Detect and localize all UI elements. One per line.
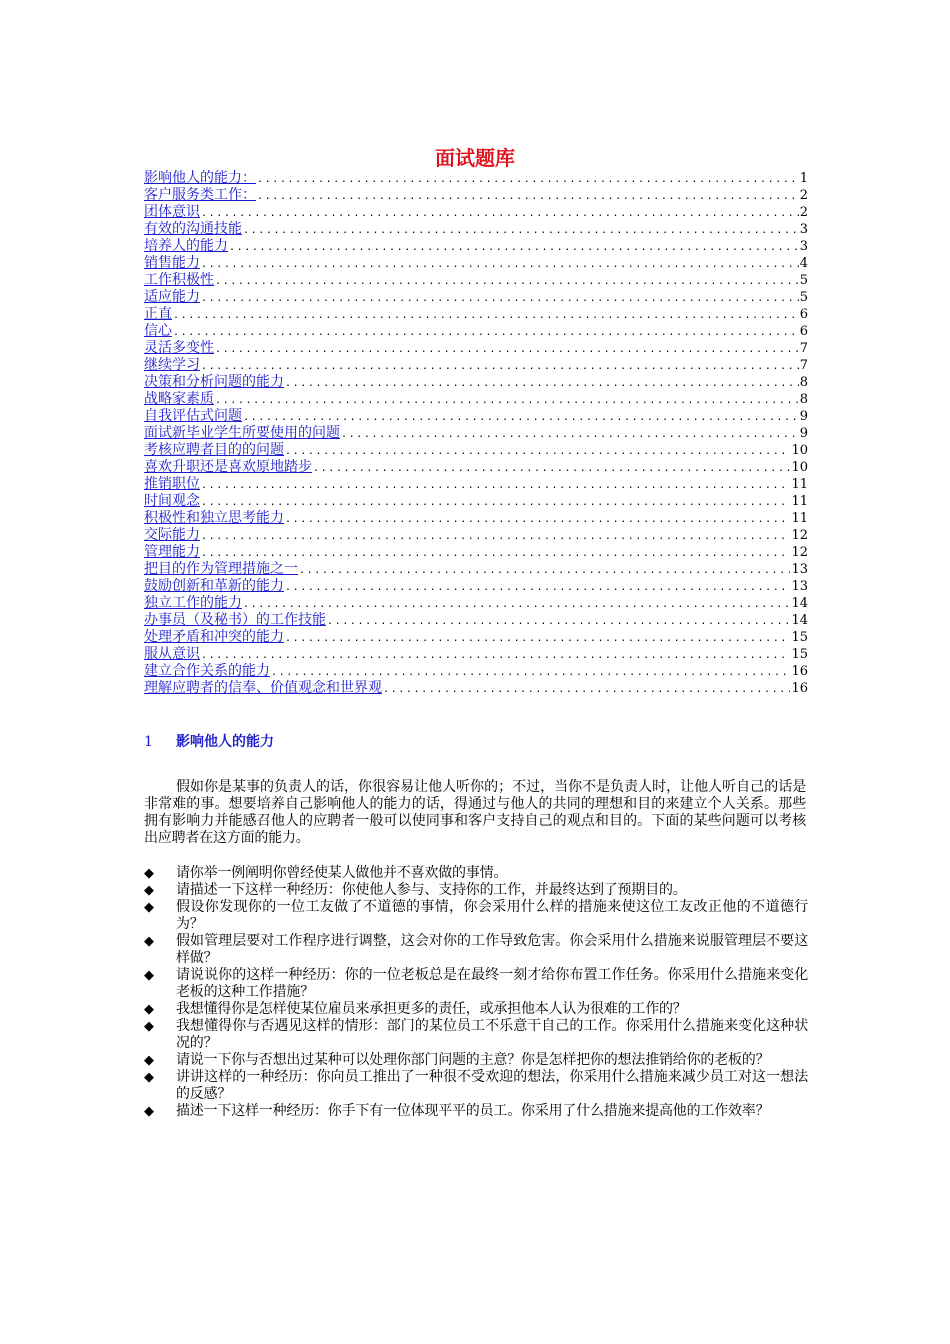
section-title: 影响他人的能力 bbox=[176, 734, 274, 750]
toc-page-number: 9 bbox=[799, 409, 808, 424]
toc-entry bbox=[144, 527, 808, 544]
toc-link[interactable]: 继续学习 bbox=[144, 357, 200, 373]
question-item bbox=[144, 1052, 808, 1069]
toc-entry bbox=[144, 612, 808, 629]
toc-page-number: 12 bbox=[791, 545, 808, 560]
toc-link[interactable]: 理解应聘者的信奉、价值观念和世界观 bbox=[144, 680, 382, 696]
question-text: 我想懂得你与否遇见这样的情形：部门的某位员工不乐意干自己的工作。你采用什么措施来变化这种状况的？ bbox=[176, 1018, 808, 1051]
toc-entry bbox=[144, 459, 808, 476]
toc-page-number: 14 bbox=[791, 613, 808, 628]
toc-dot-leader bbox=[215, 274, 799, 289]
toc-dot-leader bbox=[201, 257, 799, 272]
toc-page-number: 5 bbox=[799, 273, 808, 288]
toc-page-number: 12 bbox=[791, 528, 808, 543]
toc-entry bbox=[144, 493, 808, 510]
toc-page-number: 2 bbox=[799, 205, 808, 220]
toc-dot-leader bbox=[215, 342, 799, 357]
toc-dot-leader bbox=[201, 529, 790, 544]
question-item bbox=[144, 1069, 808, 1103]
question-text: 讲讲这样的一种经历：你向员工推出了一种很不受欢迎的想法，你采用什么措施来减少员工对这一想法的反感？ bbox=[176, 1069, 808, 1102]
toc-link[interactable]: 喜欢升职还是喜欢原地踏步 bbox=[144, 459, 312, 475]
toc-dot-leader bbox=[173, 325, 799, 340]
toc-link[interactable]: 自我评估式问题 bbox=[144, 408, 242, 424]
toc-entry bbox=[144, 374, 808, 391]
toc-page-number: 9 bbox=[799, 426, 808, 441]
toc-page-number: 15 bbox=[791, 647, 808, 662]
toc-entry bbox=[144, 629, 808, 646]
question-text: 请说说你的这样一种经历：你的一位老板总是在最终一刻才给你布置工作任务。你采用什么措施来变化老板的这种工作措施？ bbox=[176, 967, 808, 1000]
table-of-contents bbox=[144, 170, 808, 697]
toc-dot-leader bbox=[229, 240, 799, 255]
toc-dot-leader bbox=[243, 410, 799, 425]
question-item bbox=[144, 1018, 808, 1052]
toc-entry bbox=[144, 595, 808, 612]
question-text: 假如管理层要对工作程序进行调整，这会对你的工作导致危害。你会采用什么措施来说服管理层不要这样做？ bbox=[176, 933, 808, 966]
toc-link[interactable]: 面试新毕业学生所要使用的问题 bbox=[144, 425, 340, 441]
toc-page-number: 7 bbox=[799, 341, 808, 356]
toc-dot-leader bbox=[327, 614, 790, 629]
document-title: 面试题库 bbox=[435, 146, 515, 170]
toc-link[interactable]: 影响他人的能力： bbox=[144, 170, 256, 186]
toc-entry bbox=[144, 221, 808, 238]
section-number: 1 bbox=[144, 734, 153, 750]
diamond-bullet-icon: ◆ bbox=[144, 1104, 154, 1119]
diamond-bullet-icon: ◆ bbox=[144, 968, 154, 983]
toc-link[interactable]: 信心 bbox=[144, 323, 172, 339]
diamond-bullet-icon: ◆ bbox=[144, 900, 154, 915]
toc-entry bbox=[144, 561, 808, 578]
toc-page-number: 14 bbox=[791, 596, 808, 611]
toc-dot-leader bbox=[313, 461, 790, 476]
diamond-bullet-icon: ◆ bbox=[144, 1002, 154, 1017]
question-text: 假设你发现你的一位工友做了不道德的事情，你会采用什么样的措施来使这位工友改正他的不道德行为？ bbox=[176, 899, 808, 932]
toc-link[interactable]: 办事员（及秘书）的工作技能 bbox=[144, 612, 326, 628]
toc-page-number: 13 bbox=[791, 562, 808, 577]
toc-entry bbox=[144, 323, 808, 340]
toc-page-number: 15 bbox=[791, 630, 808, 645]
toc-entry bbox=[144, 238, 808, 255]
toc-entry bbox=[144, 544, 808, 561]
toc-page-number: 4 bbox=[799, 256, 808, 271]
section-heading bbox=[144, 732, 274, 752]
toc-dot-leader bbox=[201, 206, 799, 221]
toc-page-number: 3 bbox=[799, 239, 808, 254]
toc-page-number: 13 bbox=[791, 579, 808, 594]
diamond-bullet-icon: ◆ bbox=[144, 866, 154, 881]
question-item bbox=[144, 933, 808, 967]
toc-page-number: 8 bbox=[799, 375, 808, 390]
toc-page-number: 7 bbox=[799, 358, 808, 373]
toc-page-number: 11 bbox=[791, 511, 808, 526]
question-item bbox=[144, 899, 808, 933]
toc-dot-leader bbox=[285, 444, 790, 459]
toc-link[interactable]: 交际能力 bbox=[144, 527, 200, 543]
toc-dot-leader bbox=[285, 631, 790, 646]
toc-entry bbox=[144, 442, 808, 459]
toc-entry bbox=[144, 255, 808, 272]
toc-page-number: 1 bbox=[799, 171, 808, 186]
toc-link[interactable]: 战略家素质 bbox=[144, 391, 214, 407]
toc-entry bbox=[144, 510, 808, 527]
toc-dot-leader bbox=[201, 648, 790, 663]
toc-dot-leader bbox=[257, 189, 799, 204]
toc-entry bbox=[144, 408, 808, 425]
toc-entry bbox=[144, 340, 808, 357]
toc-entry bbox=[144, 680, 808, 697]
toc-dot-leader bbox=[201, 546, 790, 561]
toc-entry bbox=[144, 663, 808, 680]
toc-link[interactable]: 时间观念 bbox=[144, 493, 200, 509]
toc-link[interactable]: 独立工作的能力 bbox=[144, 595, 242, 611]
diamond-bullet-icon: ◆ bbox=[144, 883, 154, 898]
diamond-bullet-icon: ◆ bbox=[144, 1070, 154, 1085]
toc-link[interactable]: 灵活多变性 bbox=[144, 340, 214, 356]
section-intro-paragraph: 假如你是某事的负责人的话，你很容易让他人听你的；不过，当你不是负责人时，让他人听自己的话是非常难的事。想要培养自己影响他人的能力的话，得通过与他人的共同的理想和目的来建立个人关系。那些拥有影响力并能感召他人的应聘者一般可以使同事和客户支持自己的观点和目的。下面的某些问题可以考核出应聘者在这方面的能力。 bbox=[144, 779, 806, 846]
toc-page-number: 16 bbox=[791, 681, 808, 696]
question-text: 请说一下你与否想出过某种可以处理你部门问题的主意？你是怎样把你的想法推销给你的老板的？ bbox=[176, 1052, 770, 1068]
question-text: 描述一下这样一种经历：你手下有一位体现平平的员工。你采用了什么措施来提高他的工作效率？ bbox=[176, 1103, 770, 1119]
toc-entry bbox=[144, 170, 808, 187]
toc-link[interactable]: 考核应聘者目的的问题 bbox=[144, 442, 284, 458]
toc-dot-leader bbox=[201, 478, 790, 493]
toc-entry bbox=[144, 646, 808, 663]
toc-entry bbox=[144, 391, 808, 408]
toc-entry bbox=[144, 204, 808, 221]
toc-entry bbox=[144, 357, 808, 374]
question-item bbox=[144, 967, 808, 1001]
toc-page-number: 8 bbox=[799, 392, 808, 407]
toc-link[interactable]: 适应能力 bbox=[144, 289, 200, 305]
toc-page-number: 10 bbox=[791, 460, 808, 475]
toc-dot-leader bbox=[173, 308, 799, 323]
toc-dot-leader bbox=[215, 393, 799, 408]
toc-entry bbox=[144, 476, 808, 493]
toc-link[interactable]: 建立合作关系的能力 bbox=[144, 663, 270, 679]
toc-dot-leader bbox=[285, 376, 799, 391]
toc-entry bbox=[144, 306, 808, 323]
toc-page-number: 6 bbox=[799, 307, 808, 322]
toc-page-number: 16 bbox=[791, 664, 808, 679]
question-item bbox=[144, 1001, 808, 1018]
toc-dot-leader bbox=[201, 359, 799, 374]
diamond-bullet-icon: ◆ bbox=[144, 934, 154, 949]
toc-entry bbox=[144, 272, 808, 289]
toc-link[interactable]: 有效的沟通技能 bbox=[144, 221, 242, 237]
toc-link[interactable]: 鼓励创新和革新的能力 bbox=[144, 578, 284, 594]
toc-dot-leader bbox=[201, 291, 799, 306]
toc-link[interactable]: 工作积极性 bbox=[144, 272, 214, 288]
toc-dot-leader bbox=[243, 597, 790, 612]
toc-dot-leader bbox=[271, 665, 790, 680]
toc-page-number: 11 bbox=[791, 477, 808, 492]
toc-link[interactable]: 把目的作为管理措施之一 bbox=[144, 561, 298, 577]
question-item bbox=[144, 882, 808, 899]
toc-page-number: 11 bbox=[791, 494, 808, 509]
toc-entry bbox=[144, 187, 808, 204]
question-item bbox=[144, 1103, 808, 1120]
diamond-bullet-icon: ◆ bbox=[144, 1053, 154, 1068]
toc-link[interactable]: 团体意识 bbox=[144, 204, 200, 220]
toc-entry bbox=[144, 289, 808, 306]
toc-dot-leader bbox=[383, 682, 790, 697]
toc-link[interactable]: 处理矛盾和冲突的能力 bbox=[144, 629, 284, 645]
question-text: 我想懂得你是怎样使某位雇员来承担更多的责任，或承担他本人认为很难的工作的？ bbox=[176, 1001, 687, 1017]
toc-link[interactable]: 积极性和独立思考能力 bbox=[144, 510, 284, 526]
toc-dot-leader bbox=[257, 172, 799, 187]
diamond-bullet-icon: ◆ bbox=[144, 1019, 154, 1034]
toc-link[interactable]: 推销职位 bbox=[144, 476, 200, 492]
toc-link[interactable]: 服从意识 bbox=[144, 646, 200, 662]
toc-page-number: 2 bbox=[799, 188, 808, 203]
toc-entry bbox=[144, 578, 808, 595]
toc-link[interactable]: 销售能力 bbox=[144, 255, 200, 271]
toc-dot-leader bbox=[243, 223, 799, 238]
question-item bbox=[144, 865, 808, 882]
toc-dot-leader bbox=[201, 495, 790, 510]
toc-dot-leader bbox=[299, 563, 790, 578]
toc-dot-leader bbox=[341, 427, 799, 442]
toc-page-number: 5 bbox=[799, 290, 808, 305]
toc-link[interactable]: 培养人的能力 bbox=[144, 238, 228, 254]
toc-dot-leader bbox=[285, 580, 790, 595]
toc-entry bbox=[144, 425, 808, 442]
toc-link[interactable]: 决策和分析问题的能力 bbox=[144, 374, 284, 390]
toc-page-number: 3 bbox=[799, 222, 808, 237]
toc-dot-leader bbox=[285, 512, 790, 527]
question-list bbox=[144, 865, 808, 1120]
question-text: 请你举一例阐明你曾经使某人做他并不喜欢做的事情。 bbox=[176, 865, 508, 881]
toc-page-number: 10 bbox=[791, 443, 808, 458]
question-text: 请描述一下这样一种经历：你使他人参与、支持你的工作，并最终达到了预期目的。 bbox=[176, 882, 687, 898]
toc-link[interactable]: 正直 bbox=[144, 306, 172, 322]
toc-link[interactable]: 管理能力 bbox=[144, 544, 200, 560]
toc-link[interactable]: 客户服务类工作： bbox=[144, 187, 256, 203]
toc-page-number: 6 bbox=[799, 324, 808, 339]
